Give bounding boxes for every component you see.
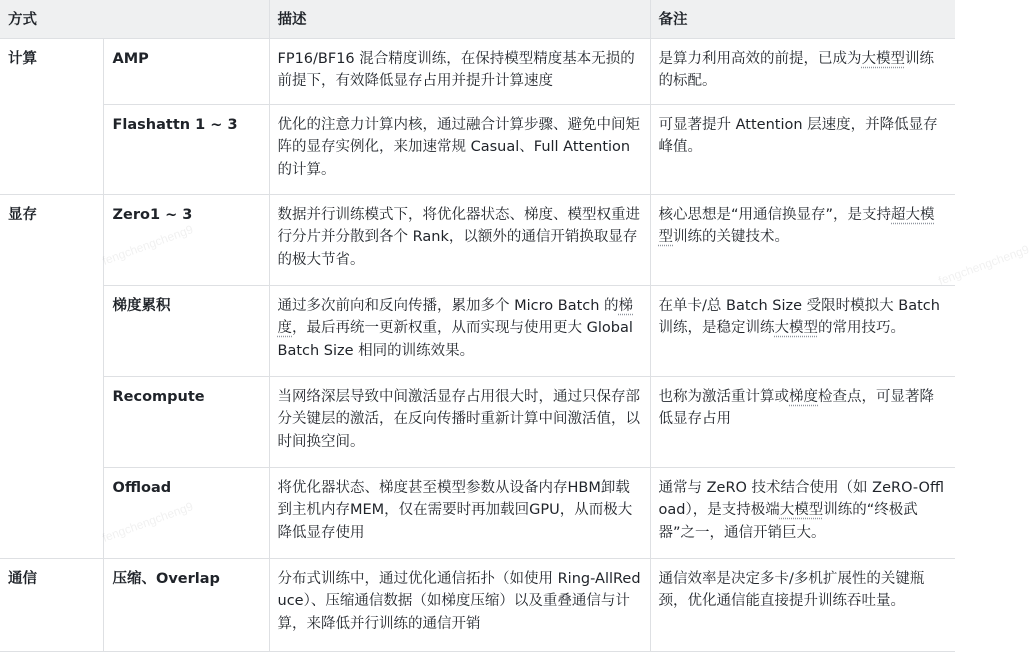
note-cell[interactable] <box>650 376 955 467</box>
term-link[interactable]: 大模型 <box>774 320 818 336</box>
table-row <box>0 467 955 558</box>
table-row <box>0 285 955 376</box>
description-cell[interactable]: 优化的注意力计算内核，通过融合计算步骤、避免中间矩阵的显存实例化，来加速常规 Casual、Full Attention 的计算。 <box>269 104 650 194</box>
table-row <box>0 194 955 285</box>
table-row <box>0 38 955 104</box>
table-header-row <box>0 0 955 38</box>
note-cell[interactable] <box>650 194 955 285</box>
note-text: 检查点，可显著降低显存占用 <box>658 388 934 427</box>
note-text: 可显著提升 Attention 层速度，并降低显存峰值。 <box>658 116 938 155</box>
watermark: fengchengcheng9 <box>100 499 195 545</box>
table-row <box>0 376 955 467</box>
description-text: 通过多次前向和反向传播，累加多个 Micro Batch 的 <box>277 297 619 314</box>
description-cell[interactable]: 将优化器状态、梯度甚至模型参数从设备内存HBM卸载到主机内存MEM，仅在需要时再加载回GPU，从而极大降低显存使用 <box>269 467 650 558</box>
description-cell[interactable] <box>269 285 650 376</box>
description-text: ，最后再统一更新权重，从而实现与使用更大 Global Batch Size 相同的训练效果。 <box>277 320 633 359</box>
note-cell[interactable] <box>650 38 955 104</box>
note-cell[interactable] <box>650 467 955 558</box>
note-text: 核心思想是“用通信换显存”，是支持 <box>658 206 892 223</box>
method-cell[interactable]: Recompute <box>103 376 269 467</box>
term-link[interactable]: 梯度 <box>789 388 818 405</box>
term-link[interactable]: 大模型 <box>779 502 824 518</box>
note-text: 的常用技巧。 <box>818 320 905 336</box>
note-cell[interactable] <box>650 285 955 376</box>
method-cell[interactable]: 梯度累积 <box>103 285 269 376</box>
term-link[interactable]: 梯度 <box>277 297 634 336</box>
description-cell[interactable]: 分布式训练中，通过优化通信拓扑（如使用 Ring-AllReduce）、压缩通信数据（如梯度压缩）以及重叠通信与计算，来降低并行训练的通信开销 <box>269 558 650 651</box>
category-cell[interactable]: 显存 <box>0 194 103 558</box>
note-text: 训练的关键技术。 <box>673 229 789 245</box>
description-cell[interactable]: 数据并行训练模式下，将优化器状态、梯度、模型权重进行分片并分散到各个 Rank，以额外的通信开销换取显存的极大节省。 <box>269 194 650 285</box>
description-cell[interactable]: FP16/BF16 混合精度训练，在保持模型精度基本无损的前提下，有效降低显存占用并提升计算速度 <box>269 38 650 104</box>
table-row <box>0 104 955 194</box>
note-text: 训练的标配。 <box>658 50 934 89</box>
category-cell[interactable]: 计算 <box>0 38 103 194</box>
header-description[interactable]: 描述 <box>269 0 650 38</box>
description-cell[interactable]: 当网络深层导致中间激活显存占用很大时，通过只保存部分关键层的激活，在反向传播时重新计算中间激活值，以时间换空间。 <box>269 376 650 467</box>
watermark: fengchengcheng9 <box>936 242 1031 288</box>
term-link[interactable]: 大模型 <box>861 50 905 67</box>
note-text: 也称为激活重计算或 <box>658 388 789 405</box>
method-cell[interactable]: AMP <box>103 38 269 104</box>
note-text: 在单卡/总 Batch Size 受限时模拟大 Batch 训练，是稳定训练 <box>658 297 940 336</box>
term-link[interactable]: 超大模型 <box>658 206 935 245</box>
header-note[interactable]: 备注 <box>650 0 955 38</box>
note-text: 训练的“终极武器”之一，通信开销巨大。 <box>658 502 918 541</box>
category-cell[interactable]: 通信 <box>0 558 103 651</box>
method-cell[interactable]: Offload <box>103 467 269 558</box>
method-cell[interactable]: Zero1 ~ 3 <box>103 194 269 285</box>
header-method[interactable]: 方式 <box>0 0 269 38</box>
table-row <box>0 558 955 651</box>
note-cell[interactable] <box>650 104 955 194</box>
method-cell[interactable]: 压缩、Overlap <box>103 558 269 651</box>
note-text: 是算力利用高效的前提，已成为 <box>658 50 862 67</box>
note-cell[interactable] <box>650 558 955 651</box>
note-text: 通常与 ZeRO 技术结合使用（如 ZeRO-Offload），是支持极端 <box>658 479 944 518</box>
watermark: fengchengcheng9 <box>100 222 195 268</box>
method-cell[interactable]: Flashattn 1 ~ 3 <box>103 104 269 194</box>
note-text: 通信效率是决定多卡/多机扩展性的关键瓶颈，优化通信能直接提升训练吞吐量。 <box>658 570 925 609</box>
